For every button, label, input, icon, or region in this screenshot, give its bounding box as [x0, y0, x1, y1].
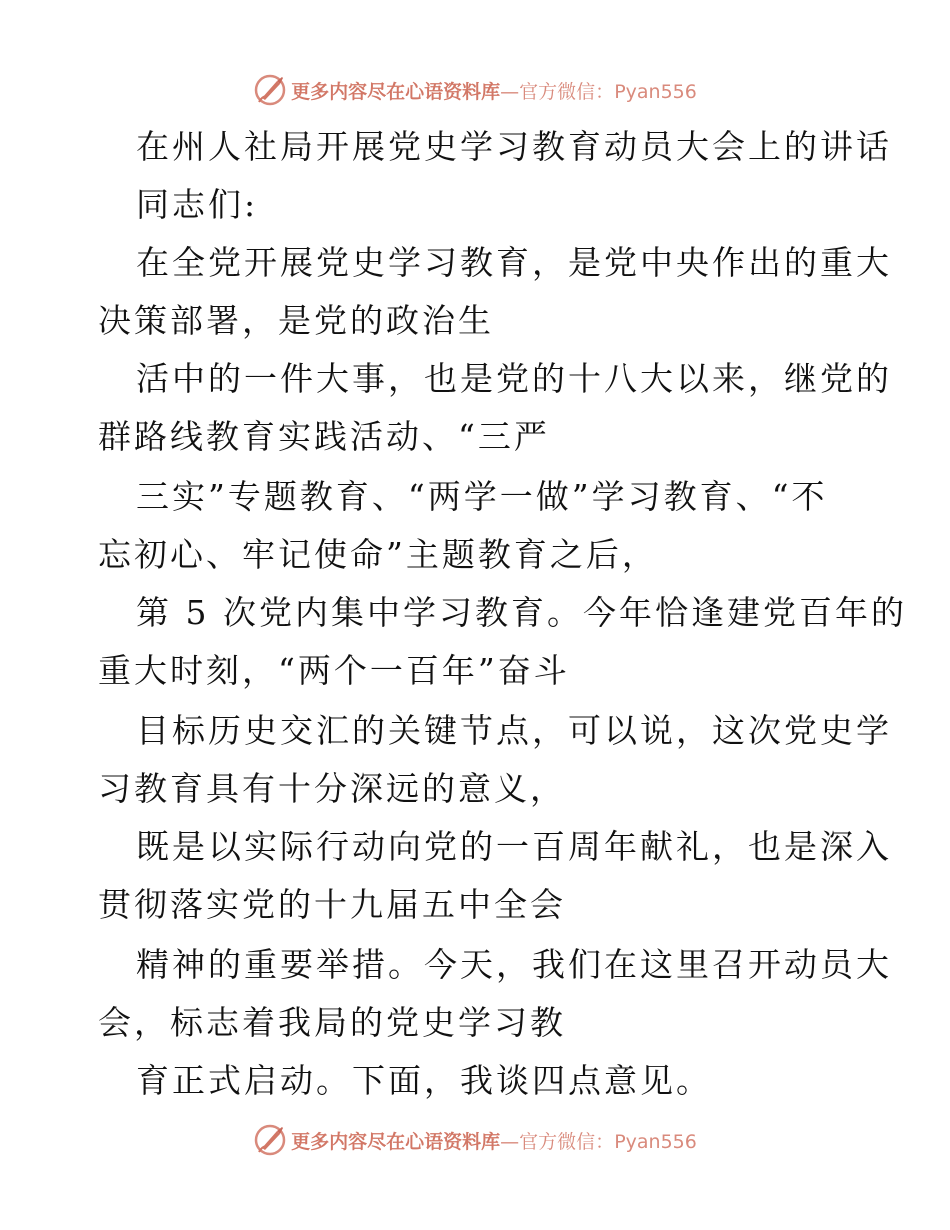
paragraph-line: 忘初心、牢记使命”主题教育之后，	[98, 535, 658, 574]
paragraph-line: 重大时刻，“两个一百年”奋斗	[98, 651, 570, 690]
watermark-text	[291, 1127, 697, 1154]
quill-pen-logo-icon	[253, 1123, 287, 1157]
paragraph-line: 育正式启动。下面，我谈四点意见。	[136, 1061, 712, 1100]
watermark-site: 更多内容尽在心语资料库	[291, 1130, 501, 1153]
watermark-site: 更多内容尽在心语资料库	[291, 80, 501, 103]
watermark-wechat-label: 官方微信：	[519, 80, 615, 103]
paragraph-line: 精神的重要举措。今天，我们在这里召开动员大	[136, 945, 892, 984]
watermark-separator: —	[500, 1130, 520, 1153]
paragraph-line: 在全党开展党史学习教育，是党中央作出的重大	[136, 243, 892, 282]
paragraph-line: 习教育具有十分深远的意义，	[98, 769, 566, 808]
paragraph-line: 群路线教育实践活动、“三严	[98, 417, 550, 456]
paragraph-line: 活中的一件大事，也是党的十八大以来，继党的	[136, 359, 892, 398]
footer-watermark	[0, 1118, 950, 1162]
paragraph-line: 会，标志着我局的党史学习教	[98, 1003, 566, 1042]
salutation: 同志们:	[136, 185, 259, 224]
paragraph-line: 决策部署，是党的政治生	[98, 301, 494, 340]
watermark-wechat-id: Pyan556	[614, 1130, 697, 1153]
document-title: 在州人社局开展党史学习教育动员大会上的讲话	[136, 127, 892, 166]
paragraph-line: 目标历史交汇的关键节点，可以说，这次党史学	[136, 711, 892, 750]
watermark-wechat-id: Pyan556	[614, 80, 697, 103]
paragraph-line: 三实”专题教育、“两学一做”学习教育、“不	[136, 477, 828, 516]
watermark-wechat-label: 官方微信：	[519, 1130, 615, 1153]
paragraph-line: 既是以实际行动向党的一百周年献礼，也是深入	[136, 827, 892, 866]
paragraph-line: 第 5 次党内集中学习教育。今年恰逢建党百年的	[136, 593, 907, 632]
paragraph-line: 贯彻落实党的十九届五中全会	[98, 885, 566, 924]
watermark-separator: —	[500, 80, 520, 103]
